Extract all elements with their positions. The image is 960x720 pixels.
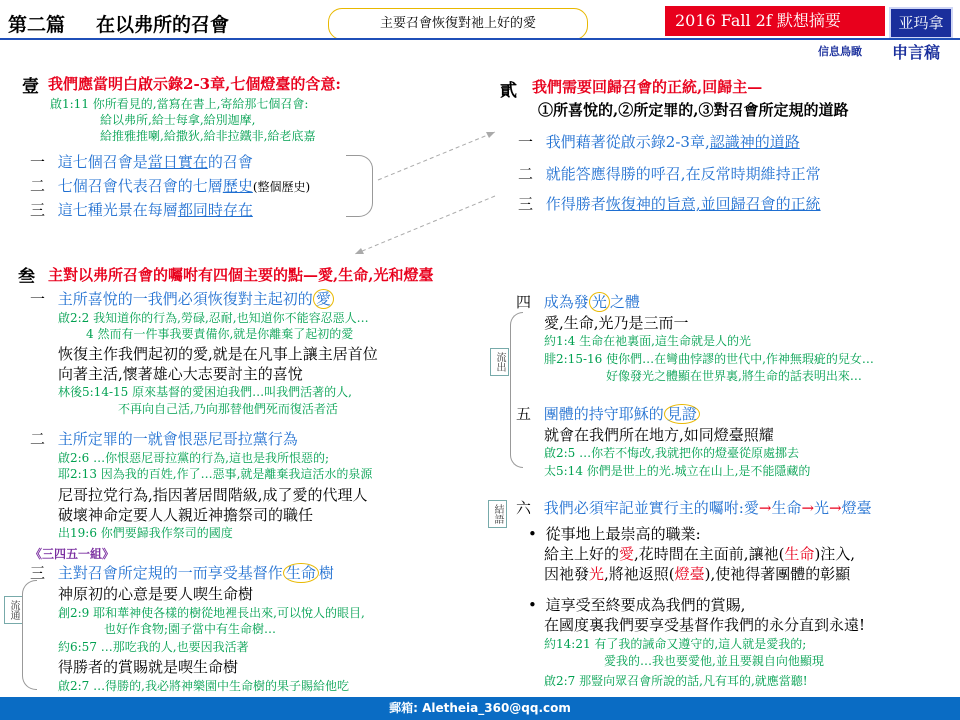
s3-item-3-verse-3: 約6:57 …那吃我的人,也要因我活著: [58, 640, 249, 654]
s3-number: 叁: [18, 267, 35, 287]
s2-point-1-text: 我們藉著從啟示錄2-3章,: [545, 133, 710, 151]
s3-item-1-verse-4: 不再向自己活,乃向那替他們死而復活者活: [118, 402, 338, 416]
s3-item-1-text-1: 恢復主作我們起初的愛,就是在凡事上讓主居首位: [58, 345, 378, 363]
connector-s1-s2: [378, 132, 495, 180]
bullet-1-l3-light: 光: [589, 565, 605, 583]
s1-number: 壹: [22, 77, 39, 97]
s1-verse-1: 啟1:11 你所看見的,當寫在書上,寄給那七個召會:: [50, 97, 309, 111]
s3-item-3-text-2: 得勝者的賞賜就是喫生命樹: [58, 658, 239, 676]
s3-item-3-verse-4: 啟2:7 …得勝的,我必將神樂園中生命樹的果子賜給他吃: [58, 679, 349, 693]
connector-s1-s2-arrowhead: [486, 132, 495, 138]
bullet-1-l2-e: )注入,: [814, 545, 856, 563]
s1-verse-3: 給推雅推喇,給撒狄,給非拉鐵非,給老底嘉: [100, 129, 316, 143]
bullet-1-line-1: [528, 523, 701, 544]
bullet-1-l2-a: 給主上好的: [544, 545, 620, 563]
s3-item-6: [516, 497, 872, 518]
s1-point-2-note: (整個歷史): [252, 180, 311, 194]
bullet-1-l2-life: 生命: [784, 545, 815, 563]
s3-item-3-verse-1: 創2:9 耶和華神使各樣的樹從地裡長出來,可以悅人的眼目,: [58, 606, 365, 620]
bullet-2-line-1: [528, 594, 745, 615]
s3-item-4-tail: 之體: [609, 293, 640, 311]
s1-point-3-underlined: 都同時存在: [177, 201, 253, 219]
s2-point-2-text: 就能答應得勝的呼召,在反常時期維持正常: [545, 165, 821, 183]
s2-point-1: [518, 131, 800, 152]
s3-item-5-circled: 見證: [664, 404, 700, 424]
s2-number: 貳: [500, 81, 517, 101]
s3-item-3-text: 主對召會所定規的一而享受基督作: [57, 564, 283, 582]
s1-point-2-text: 七個召會代表召會的七層: [57, 177, 223, 195]
s3-item-4-verse-2: 腓2:15-16 使你們…在彎曲悖謬的世代中,作神無瑕疵的兒女…: [544, 352, 874, 366]
s3-item-1-verse-2: 4 然而有一件事我要責備你,就是你離棄了起初的愛: [86, 327, 354, 341]
arrow-2: →: [801, 499, 815, 517]
bullet-1-dot: •: [528, 525, 537, 543]
s3-item-2-verse-2: 耶2:13 因為我的百姓,作了…惡事,就是離棄我這活水的泉源: [58, 467, 373, 481]
s3-item-1-verse-3: 林後5:14-15 原來基督的愛困迫我們…叫我們活著的人,: [58, 385, 352, 399]
author-badge-text: 亚玛拿: [898, 14, 944, 32]
s3-item-5: [516, 403, 700, 424]
s3-item-2-num: 二: [30, 430, 46, 448]
s3-items-4-5-brace: [510, 312, 523, 468]
s3-item-6-light: 光: [814, 499, 830, 517]
s1-point-3-num: 三: [30, 201, 46, 219]
s3-item-3-circled: 生命: [283, 563, 319, 583]
series-banner: [665, 6, 885, 36]
connector-s2-s3-arrowhead: [355, 248, 364, 254]
header-divider: [0, 38, 960, 40]
s2-point-1-underlined: 認識神的道路: [709, 133, 800, 151]
s3-item-4-verse-3: 好像發光之體顯在世界裏,將生命的話表明出來…: [606, 369, 862, 383]
s3-item-2: [30, 428, 298, 449]
s3-heading: 主對以弗所召會的囑咐有四個主要的點—愛,生命,光和燈臺: [48, 266, 434, 284]
series-text: 2016 Fall 2f 默想摘要: [675, 11, 841, 30]
s3-item-1: [30, 288, 334, 309]
byline-source: 信息鳥瞰: [818, 45, 862, 58]
bullet-2-line-2: 在國度裏我們要享受基督作我們的永分直到永遠!: [544, 616, 866, 634]
s3-item-1-num: 一: [30, 290, 46, 308]
bullet-1-l3-e: ),使祂得著團體的彰顯: [704, 565, 851, 583]
s3-item-2-verse-3: 出19:6 你們要歸我作祭司的國度: [58, 526, 233, 540]
s2-point-2: [518, 163, 821, 184]
s2-point-1-num: 一: [518, 133, 534, 151]
s3-item-5-verse-1: 啟2:5 …你若不悔改,我就把你的燈臺從原處挪去: [544, 446, 799, 460]
s3-item-3-verse-2: 也好作食物;園子當中有生命樹…: [104, 622, 277, 636]
s1-point-1: [30, 151, 253, 172]
s3-item-4-num: 四: [516, 293, 532, 311]
s3-item-2-verse-1: 啟2:6 …你恨惡尼哥拉黨的行為,這也是我所恨惡的;: [58, 451, 329, 465]
footer-email[interactable]: Aletheia_360@qq.com: [422, 701, 571, 715]
s3-item-4-text: 成為發: [543, 293, 589, 311]
s3-item-5-verse-2: 太5:14 你們是世上的光.城立在山上,是不能隱藏的: [544, 464, 811, 478]
s2-subheading: ①所喜悅的,②所定罪的,③對召會所定規的道路: [538, 101, 849, 119]
byline-author: 申言稿: [892, 43, 941, 62]
s3-item-3-num: 三: [30, 564, 46, 582]
s3-item-4-circled: 光: [589, 292, 610, 312]
s1-heading: 我們應當明白啟示錄2-3章,七個燈臺的含意:: [48, 75, 341, 93]
s3-item-4: [516, 291, 640, 312]
s3-item-6-life: 生命: [771, 499, 802, 517]
s3-item-3-tail: 樹: [318, 564, 334, 582]
bullet-1-l2-c: ,花時間在主面前,讓祂(: [634, 545, 785, 563]
s3-item-1-text-2: 向著主活,懷著雄心大志要討主的喜悅: [58, 365, 303, 383]
s1-point-2-num: 二: [30, 177, 46, 195]
s2-point-3-underlined: 恢復神的旨意,並回歸召會的正統: [605, 195, 821, 213]
chapter-label: 第二篇: [8, 14, 66, 36]
s1-verse-2: 給以弗所,給士每拿,給別迦摩,: [100, 113, 256, 127]
s1-point-1-underlined: 當日實在: [147, 153, 208, 171]
s3-item-3-text-1: 神原初的心意是要人喫生命樹: [58, 585, 254, 603]
bullet-1-line-2: [544, 543, 855, 564]
author-badge: [889, 7, 953, 39]
theme-box: [328, 8, 588, 40]
s1-point-2-underlined: 歷史: [222, 177, 253, 195]
s1-point-1-text: 這七個召會是: [57, 153, 148, 171]
s1-point-1-num: 一: [30, 153, 46, 171]
s3-item-4-verse-1: 約1:4 生命在祂裏面,這生命就是人的光: [544, 334, 751, 348]
s3-item-6-lampstand: 燈臺: [841, 499, 872, 517]
tag-conclusion: 結語: [488, 500, 507, 528]
s3-item-6-num: 六: [516, 499, 532, 517]
s2-heading: 我們需要回歸召會的正統,回歸主—: [532, 78, 763, 96]
s3-item-5-text-1: 就會在我們所在地方,如同燈臺照耀: [544, 426, 774, 444]
bullet-1-l3-a: 因祂發: [544, 565, 590, 583]
s3-item-1-verse-1: 啟2:2 我知道你的行為,勞碌,忍耐,也知道你不能容忍惡人…: [58, 311, 369, 325]
s2-point-2-num: 二: [518, 165, 534, 183]
s3-item-3-brace: [22, 580, 37, 690]
bullet-2-verse-3: 啟2:7 那豎向眾召會所說的話,凡有耳的,就應當聽!: [544, 674, 808, 688]
s1-point-3-text: 這七種光景在每層: [57, 201, 178, 219]
connector-s2-s3: [355, 196, 495, 254]
s3-item-3: [30, 562, 334, 583]
tag-flow-left: 流通: [4, 596, 23, 624]
bullet-2-verse-2: 愛我的…我也要愛他,並且要親自向他顯現: [604, 654, 824, 668]
s3-item-5-num: 五: [516, 405, 532, 423]
s3-item-2-text-1: 尼哥拉党行為,指因著居間階級,成了愛的代理人: [58, 486, 368, 504]
bullet-2-verse-1: 約14:21 有了我的誡命又遵守的,這人就是愛我的;: [544, 637, 807, 651]
s3-item-2-text-2: 破壞神命定要人人親近神擔祭司的職任: [58, 506, 314, 524]
s1-point-2: [30, 175, 310, 196]
hymn-reference: 《三四五一組》: [30, 547, 115, 561]
s2-point-3-num: 三: [518, 195, 534, 213]
tag-flow-right: 流出: [490, 348, 509, 376]
s3-item-1-text: 主所喜悅的一我們必須恢復對主起初的: [57, 290, 313, 308]
bullet-1-l3-c: ,將祂返照(: [604, 565, 675, 583]
footer-bar: [0, 697, 960, 720]
s1-brace: [346, 155, 373, 217]
s2-point-3-text: 作得勝者: [545, 195, 606, 213]
arrow-3: →: [829, 499, 842, 517]
s3-item-5-text: 團體的持守耶穌的: [543, 405, 664, 423]
s3-item-4-text-1: 愛,生命,光乃是三而一: [544, 314, 689, 332]
s3-item-2-text: 主所定罪的一就會恨惡尼哥拉黨行為: [57, 430, 298, 448]
arrow-1: →: [758, 499, 772, 517]
footer-content: [0, 697, 960, 720]
page-title: 在以弗所的召會: [96, 14, 230, 36]
bullet-1-line-3: [544, 563, 850, 584]
footer-label: 郵箱:: [389, 701, 418, 715]
bullet-1-line-1-text: 從事地上最崇高的職業:: [545, 525, 701, 543]
bullet-2-dot: •: [528, 596, 537, 614]
s3-item-1-circled: 愛: [313, 289, 334, 309]
s1-point-3: [30, 199, 253, 220]
bullet-1-l3-lampstand: 燈臺: [674, 565, 705, 583]
s2-point-3: [518, 193, 821, 214]
s3-item-6-text: 我們必須牢記並實行主的囑咐:愛: [543, 499, 759, 517]
s1-point-1-tail: 的召會: [207, 153, 253, 171]
bullet-2-line-1-text: 這享受至終要成為我們的賞賜,: [545, 596, 746, 614]
bullet-1-l2-love: 愛: [619, 545, 635, 563]
theme-text: 主要召會恢復對祂上好的愛: [379, 16, 536, 31]
